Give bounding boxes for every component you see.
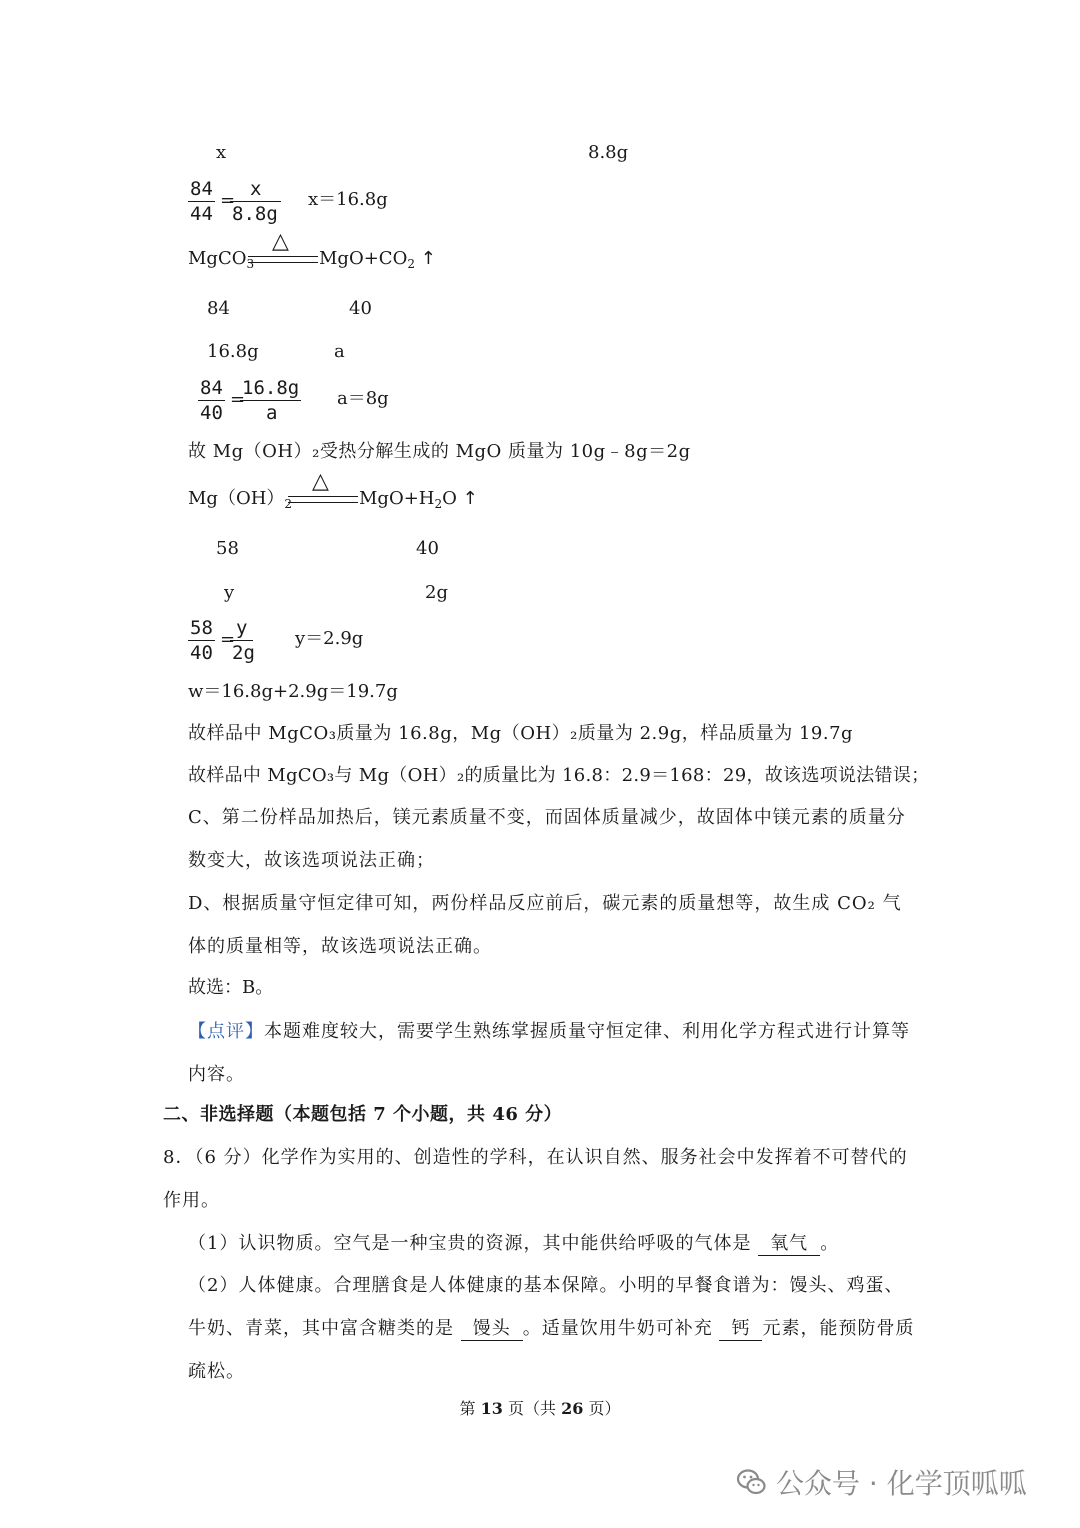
- heat-triangle-icon: △: [312, 469, 329, 494]
- equation-products-2: $MgO+H_2O$ ↑: [359, 488, 478, 511]
- watermark: [736, 1462, 1027, 1502]
- fraction-84-40: $\frac{84}{40}$: [200, 377, 223, 424]
- fraction-84-44: $\frac{84}{44}$: [190, 178, 213, 225]
- reaction-equals: [248, 256, 318, 263]
- question-8-part1: （1）认识物质。空气是一种宝贵的资源，其中能供给呼吸的气体是 氧气 。: [188, 1233, 840, 1254]
- review: 【点评】本题难度较大，需要学生熟练掌握质量守恒定律、利用化学方程式进行计算等内容。: [188, 1021, 910, 1085]
- molar-40: 40: [416, 538, 439, 559]
- equation-products-1: $MgO+CO_2$ ↑: [319, 248, 436, 271]
- fraction-58-40: $\frac{58}{40}$: [190, 617, 213, 664]
- section-heading: 二、非选择题（本题包括 7 个小题，共 46 分）: [163, 1104, 563, 1125]
- mgo-line: 故 Mg（OH）₂受热分解生成的 MgO 质量为 10g﹣8g＝2g: [188, 441, 691, 462]
- question-8-part2: （2）人体健康。合理膳食是人体健康的基本保障。小明的早餐食谱为：馒头、鸡蛋、牛奶、青菜，其中富含糖类的是 馒头 。适量饮用牛奶可补充 钙 元素，能预防骨质疏松。: [188, 1275, 915, 1382]
- page-footer: 第 13 页（共 26 页）: [459, 1399, 621, 1418]
- equation-mgco3: MgCO$_3$: [188, 248, 255, 271]
- result-a: a＝8g: [337, 388, 389, 409]
- fraction-x-8.8g: $\frac{x}{8.8g}$: [230, 178, 281, 225]
- value-a: a: [334, 341, 345, 362]
- value-16.8g: 16.8g: [207, 341, 259, 362]
- gas-arrow-icon: ↑: [462, 488, 478, 509]
- sample-line: 故样品中 MgCO₃质量为 16.8g，Mg（OH）₂质量为 2.9g，样品质量为 19.7g: [188, 723, 854, 744]
- fraction-16.8g-a: $\frac{16.8g}{a}$: [242, 377, 300, 424]
- result-x: x＝16.8g: [308, 189, 388, 210]
- answer-blank-calcium: 钙: [719, 1318, 762, 1341]
- watermark-label: 公众号 · 化学顶呱呱: [776, 1467, 1027, 1500]
- fraction-y-2g: $\frac{y}{2g}$: [232, 617, 255, 664]
- molar-84: 84: [207, 298, 230, 319]
- ratio-line: 故样品中 MgCO₃与 Mg（OH）₂的质量比为 16.8：2.9＝168：29，故该选项说法错误；: [188, 765, 930, 786]
- calc-8.8g: 8.8g: [588, 142, 629, 163]
- equation-mgoh2: $Mg(OH)_2$: [188, 488, 293, 511]
- question-8-stem: 8．（6 分）化学作为实用的、创造性的学科，在认识自然、服务社会中发挥着不可替代的作用。: [163, 1147, 908, 1211]
- wechat-icon: [736, 1468, 766, 1496]
- value-2g: 2g: [425, 582, 448, 603]
- molar-40: 40: [349, 298, 372, 319]
- reaction-equals: [288, 496, 358, 503]
- option-d-explanation: D、根据质量守恒定律可知，两份样品反应前后，碳元素的质量想等，故生成 CO₂ 气体的质量相等，故该选项说法正确。: [188, 893, 902, 957]
- result-y: y＝2.9g: [295, 628, 364, 649]
- option-c-explanation: C、第二份样品加热后，镁元素质量不变，而固体质量减少，故固体中镁元素的质量分数变大，故该选项说法正确；: [188, 807, 906, 871]
- w-line: w＝16.8g+2.9g＝19.7g: [188, 681, 398, 702]
- heat-triangle-icon: △: [272, 229, 289, 254]
- molar-58: 58: [216, 538, 239, 559]
- value-y: y: [224, 582, 235, 603]
- gas-arrow-icon: ↑: [420, 248, 436, 269]
- answer-line: 故选：B。: [188, 977, 274, 998]
- calc-x: x: [216, 142, 227, 163]
- review-tag: 【点评】: [188, 1021, 264, 1042]
- answer-blank-mantou: 馒头: [461, 1318, 523, 1341]
- answer-blank-oxygen: 氧气: [758, 1233, 820, 1256]
